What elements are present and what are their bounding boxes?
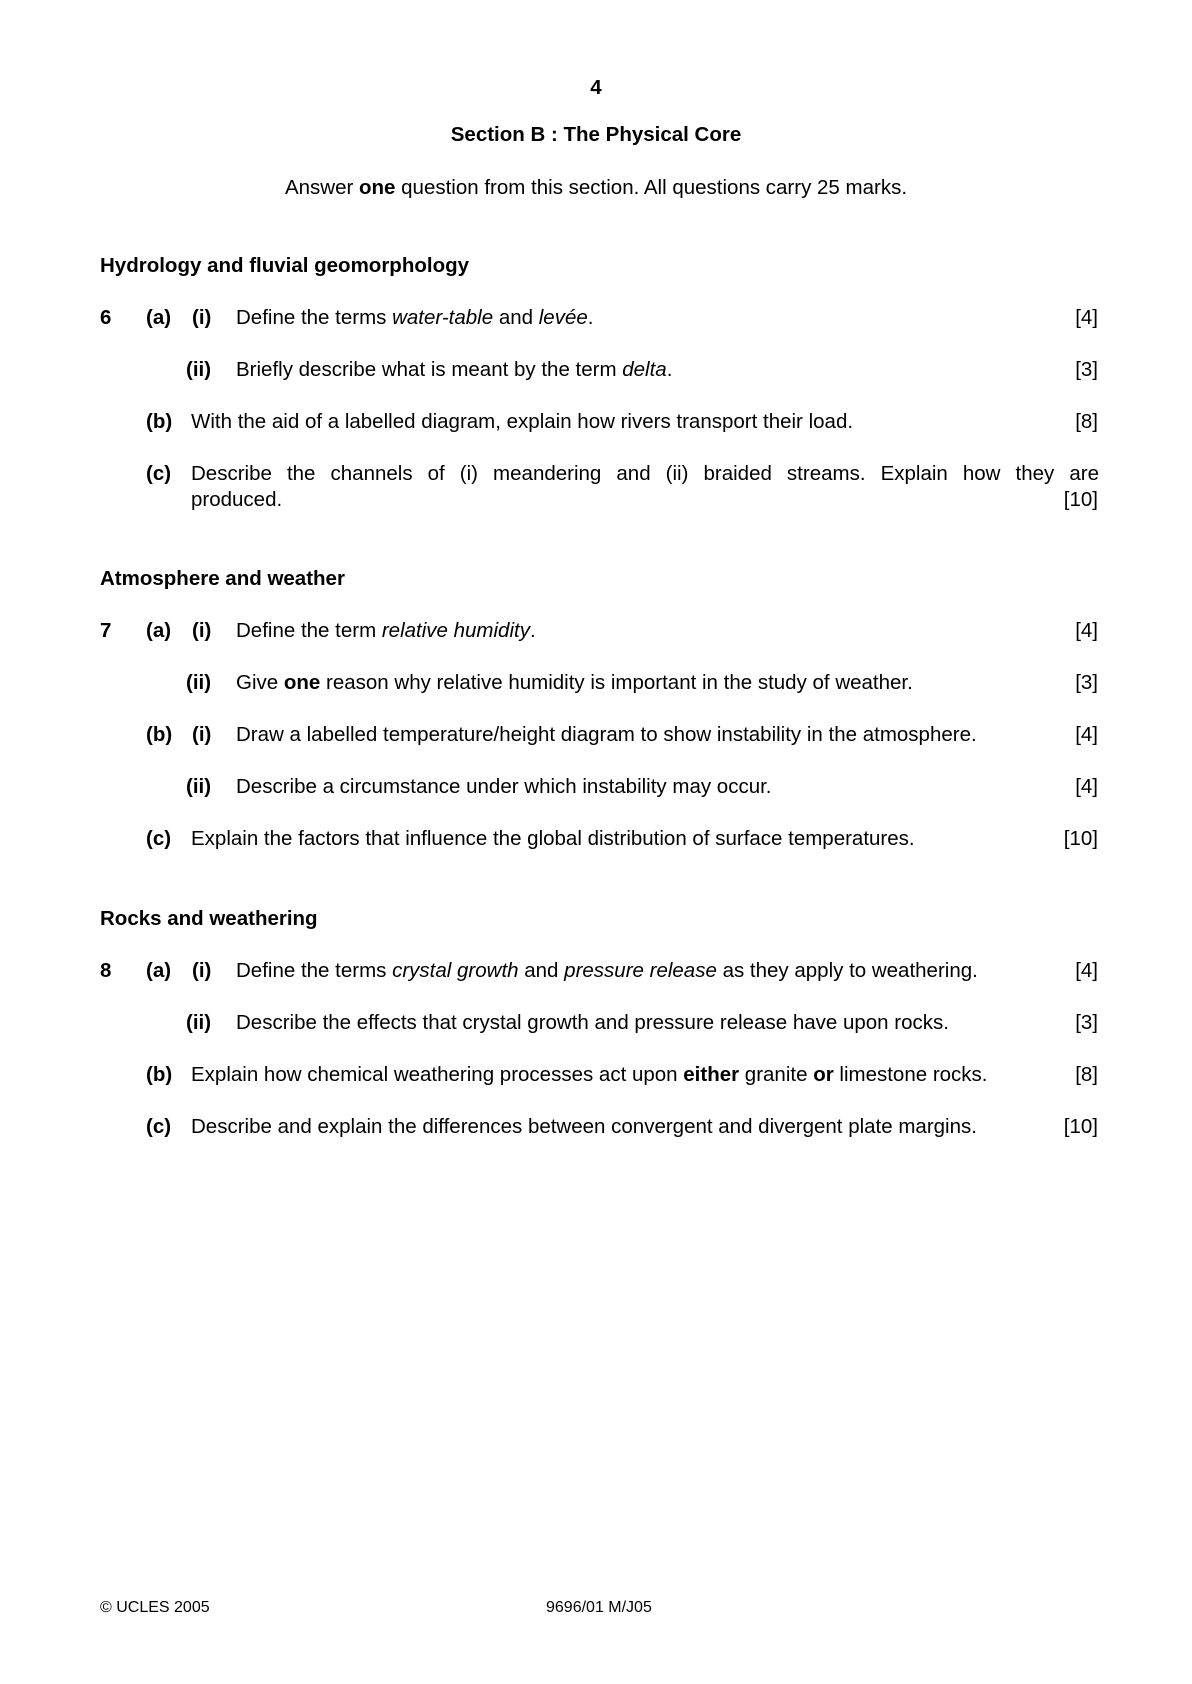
subpart-label: (ii)	[186, 775, 212, 798]
question-text: Describe the channels of (i) meandering and (ii) braided streams. Explain how they are	[191, 462, 1099, 485]
part-label: (a)	[146, 619, 172, 642]
question-text: Define the term relative humidity.	[236, 619, 536, 642]
subpart-label: (i)	[192, 723, 212, 746]
mark-allocation: [8]	[1075, 1063, 1098, 1086]
question-text: Describe a circumstance under which instability may occur.	[236, 775, 772, 798]
mark-allocation: [4]	[1075, 775, 1098, 798]
question-text: Give one reason why relative humidity is important in the study of weather.	[236, 671, 913, 694]
mark-allocation: [4]	[1075, 619, 1098, 642]
question-number: 8	[100, 959, 112, 982]
mark-allocation: [3]	[1075, 671, 1098, 694]
part-label: (a)	[146, 959, 172, 982]
part-label: (b)	[146, 723, 173, 746]
question-text: Draw a labelled temperature/height diagram to show instability in the atmosphere.	[236, 723, 977, 746]
topic-heading-rocks: Rocks and weathering	[100, 907, 318, 930]
section-title: Section B : The Physical Core	[450, 123, 742, 146]
question-text: With the aid of a labelled diagram, explain how rivers transport their load.	[191, 410, 854, 433]
part-label: (a)	[146, 306, 172, 329]
part-label: (b)	[146, 1063, 173, 1086]
mark-allocation: [10]	[1063, 827, 1098, 850]
mark-allocation: [10]	[1063, 488, 1098, 511]
question-text: Define the terms water-table and levée.	[236, 306, 594, 329]
subpart-label: (i)	[192, 619, 212, 642]
topic-heading-hydrology: Hydrology and fluvial geomorphology	[100, 254, 470, 277]
mark-allocation: [4]	[1075, 306, 1098, 329]
subpart-label: (ii)	[186, 1011, 212, 1034]
instructions: Answer one question from this section. All questions carry 25 marks.	[284, 176, 908, 199]
mark-allocation: [3]	[1075, 1011, 1098, 1034]
page-number: 4	[590, 76, 602, 99]
part-label: (c)	[146, 827, 172, 850]
question-text: Describe and explain the differences between convergent and divergent plate margins.	[191, 1115, 977, 1138]
topic-heading-atmosphere: Atmosphere and weather	[100, 567, 345, 590]
mark-allocation: [4]	[1075, 723, 1098, 746]
footer-copyright: © UCLES 2005	[100, 1599, 210, 1616]
mark-allocation: [4]	[1075, 959, 1098, 982]
question-text: produced.	[191, 488, 283, 511]
question-text: Define the terms crystal growth and pressure release as they apply to weathering.	[236, 959, 978, 982]
question-text: Describe the effects that crystal growth and pressure release have upon rocks.	[236, 1011, 949, 1034]
footer-paper-code: 9696/01 M/J05	[546, 1599, 652, 1616]
subpart-label: (i)	[192, 959, 212, 982]
subpart-label: (i)	[192, 306, 212, 329]
question-text: Briefly describe what is meant by the term delta.	[236, 358, 673, 381]
question-number: 6	[100, 306, 112, 329]
part-label: (c)	[146, 1115, 172, 1138]
mark-allocation: [8]	[1075, 410, 1098, 433]
part-label: (c)	[146, 462, 172, 485]
part-label: (b)	[146, 410, 173, 433]
subpart-label: (ii)	[186, 671, 212, 694]
mark-allocation: [3]	[1075, 358, 1098, 381]
question-text: Explain how chemical weathering processes act upon either granite or limestone rocks.	[191, 1063, 988, 1086]
subpart-label: (ii)	[186, 358, 212, 381]
question-number: 7	[100, 619, 112, 642]
mark-allocation: [10]	[1063, 1115, 1098, 1138]
question-text: Explain the factors that influence the global distribution of surface temperatures.	[191, 827, 915, 850]
